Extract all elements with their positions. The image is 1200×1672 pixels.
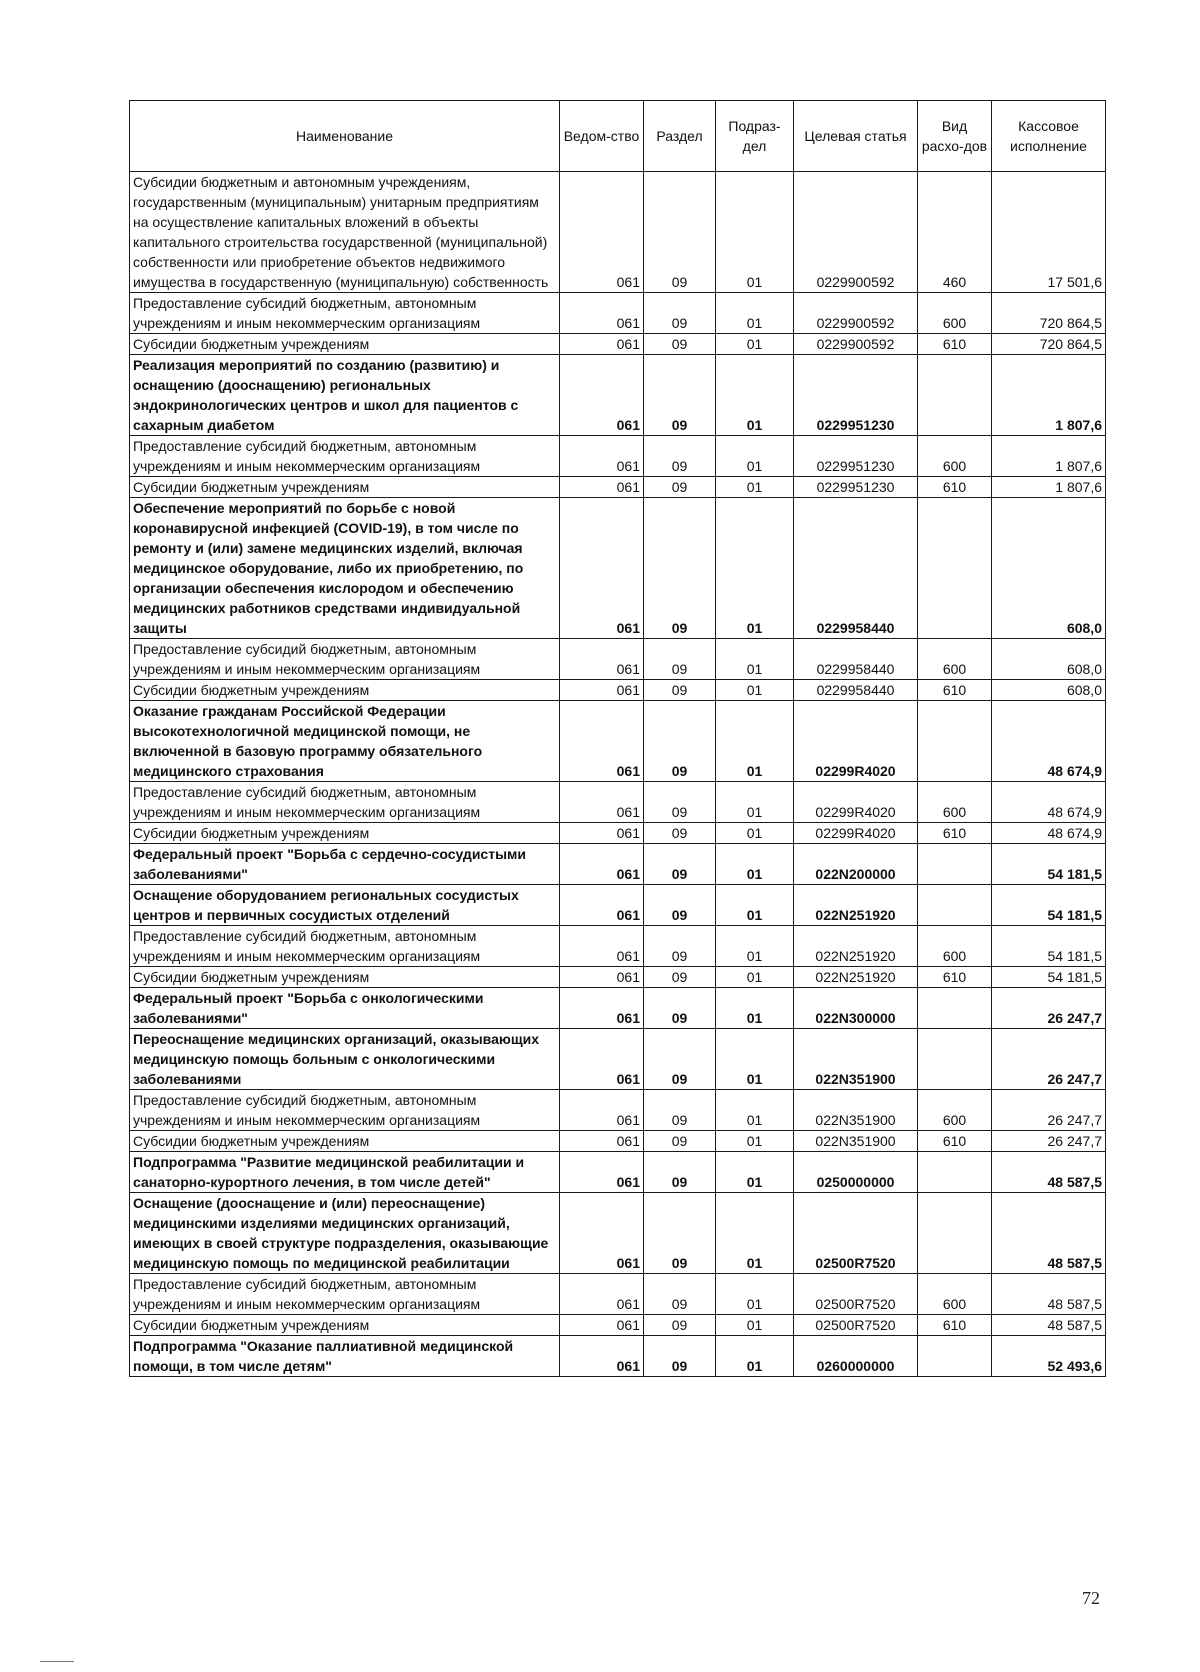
- cell-name: Субсидии бюджетным учреждениям: [130, 1315, 560, 1336]
- cell-kassovoe-ispolnenie: 608,0: [992, 639, 1106, 680]
- cell-celevaya-statya: 0229900592: [794, 293, 918, 334]
- cell-razdel: 09: [644, 844, 716, 885]
- cell-vid-rashodov: [918, 701, 992, 782]
- cell-kassovoe-ispolnenie: 54 181,5: [992, 885, 1106, 926]
- cell-kassovoe-ispolnenie: 26 247,7: [992, 1131, 1106, 1152]
- cell-celevaya-statya: 022N251920: [794, 926, 918, 967]
- cell-vedomstvo: 061: [560, 1029, 644, 1090]
- cell-razdel: 09: [644, 1090, 716, 1131]
- cell-kassovoe-ispolnenie: 720 864,5: [992, 293, 1106, 334]
- cell-celevaya-statya: 022N351900: [794, 1131, 918, 1152]
- cell-razdel: 09: [644, 926, 716, 967]
- header-vid-rashodov: Вид расхо-дов: [918, 101, 992, 172]
- cell-razdel: 09: [644, 823, 716, 844]
- header-razdel: Раздел: [644, 101, 716, 172]
- cell-vedomstvo: 061: [560, 1315, 644, 1336]
- cell-kassovoe-ispolnenie: 1 807,6: [992, 436, 1106, 477]
- cell-vedomstvo: 061: [560, 844, 644, 885]
- cell-vid-rashodov: [918, 1029, 992, 1090]
- cell-name: Предоставление субсидий бюджетным, автономным учреждениям и иным некоммерческим организациям: [130, 1274, 560, 1315]
- cell-name: Обеспечение мероприятий по борьбе с новой коронавирусной инфекцией (COVID-19), в том числе по ремонту и (или) замене медицинских изделий, включая медицинское оборудование, либо их приобретению, по организации обеспечения кислородом и обеспечению медицинских работников средствами индивидуальной защиты: [130, 498, 560, 639]
- cell-podrazdel: 01: [716, 1336, 794, 1377]
- cell-vedomstvo: 061: [560, 926, 644, 967]
- cell-razdel: 09: [644, 498, 716, 639]
- cell-kassovoe-ispolnenie: 26 247,7: [992, 1090, 1106, 1131]
- cell-name: Федеральный проект "Борьба с онкологическими заболеваниями": [130, 988, 560, 1029]
- cell-vedomstvo: 061: [560, 1336, 644, 1377]
- cell-vid-rashodov: 600: [918, 639, 992, 680]
- cell-name: Подпрограмма "Оказание паллиативной медицинской помощи, в том числе детям": [130, 1336, 560, 1377]
- cell-vid-rashodov: [918, 1152, 992, 1193]
- cell-vedomstvo: 061: [560, 436, 644, 477]
- cell-celevaya-statya: 0250000000: [794, 1152, 918, 1193]
- budget-table: [129, 100, 1106, 1377]
- cell-vedomstvo: 061: [560, 680, 644, 701]
- cell-name: Предоставление субсидий бюджетным, автономным учреждениям и иным некоммерческим организациям: [130, 1090, 560, 1131]
- cell-razdel: 09: [644, 701, 716, 782]
- cell-kassovoe-ispolnenie: 48 587,5: [992, 1315, 1106, 1336]
- cell-name: Предоставление субсидий бюджетным, автономным учреждениям и иным некоммерческим организациям: [130, 926, 560, 967]
- cell-name: Субсидии бюджетным учреждениям: [130, 334, 560, 355]
- cell-kassovoe-ispolnenie: 48 587,5: [992, 1152, 1106, 1193]
- cell-name: Субсидии бюджетным и автономным учреждениям, государственным (муниципальным) унитарным предприятиям на осуществление капитальных вложений в объекты капитального строительства государственной (муниципальной) собственности или приобретение объектов недвижимого имущества в государственную (муниципальную) собственность: [130, 172, 560, 293]
- cell-kassovoe-ispolnenie: 26 247,7: [992, 1029, 1106, 1090]
- document-sheet: [129, 100, 1105, 1377]
- cell-razdel: 09: [644, 477, 716, 498]
- cell-podrazdel: 01: [716, 1131, 794, 1152]
- cell-kassovoe-ispolnenie: 48 674,9: [992, 782, 1106, 823]
- cell-vid-rashodov: [918, 844, 992, 885]
- cell-razdel: 09: [644, 782, 716, 823]
- cell-razdel: 09: [644, 1315, 716, 1336]
- cell-celevaya-statya: 0229900592: [794, 334, 918, 355]
- cell-name: Субсидии бюджетным учреждениям: [130, 477, 560, 498]
- table-row: [130, 1274, 1106, 1315]
- cell-vid-rashodov: [918, 885, 992, 926]
- cell-celevaya-statya: 022N300000: [794, 988, 918, 1029]
- cell-vid-rashodov: [918, 988, 992, 1029]
- table-row: [130, 782, 1106, 823]
- table-row: [130, 967, 1106, 988]
- cell-vid-rashodov: 610: [918, 823, 992, 844]
- cell-name: Предоставление субсидий бюджетным, автономным учреждениям и иным некоммерческим организациям: [130, 436, 560, 477]
- cell-celevaya-statya: 02299R4020: [794, 782, 918, 823]
- cell-name: Субсидии бюджетным учреждениям: [130, 967, 560, 988]
- cell-name: Реализация мероприятий по созданию (развитию) и оснащению (дооснащению) региональных эндокринологических центров и школ для пациентов с сахарным диабетом: [130, 355, 560, 436]
- cell-vedomstvo: 061: [560, 639, 644, 680]
- table-row: [130, 988, 1106, 1029]
- cell-podrazdel: 01: [716, 355, 794, 436]
- cell-razdel: 09: [644, 680, 716, 701]
- cell-vedomstvo: 061: [560, 782, 644, 823]
- cell-vedomstvo: 061: [560, 355, 644, 436]
- table-row: [130, 1152, 1106, 1193]
- cell-vid-rashodov: 610: [918, 1315, 992, 1336]
- cell-vid-rashodov: 600: [918, 926, 992, 967]
- cell-podrazdel: 01: [716, 823, 794, 844]
- cell-vedomstvo: 061: [560, 967, 644, 988]
- cell-kassovoe-ispolnenie: 720 864,5: [992, 334, 1106, 355]
- cell-podrazdel: 01: [716, 498, 794, 639]
- cell-vedomstvo: 061: [560, 1090, 644, 1131]
- cell-vedomstvo: 061: [560, 1274, 644, 1315]
- table-body: [130, 172, 1106, 1377]
- cell-name: Субсидии бюджетным учреждениям: [130, 823, 560, 844]
- cell-vedomstvo: 061: [560, 172, 644, 293]
- cell-podrazdel: 01: [716, 1193, 794, 1274]
- cell-celevaya-statya: 02500R7520: [794, 1193, 918, 1274]
- cell-name: Предоставление субсидий бюджетным, автономным учреждениям и иным некоммерческим организациям: [130, 782, 560, 823]
- cell-kassovoe-ispolnenie: 54 181,5: [992, 926, 1106, 967]
- cell-name: Переоснащение медицинских организаций, оказывающих медицинскую помощь больным с онкологическими заболеваниями: [130, 1029, 560, 1090]
- cell-celevaya-statya: 0260000000: [794, 1336, 918, 1377]
- cell-podrazdel: 01: [716, 293, 794, 334]
- cell-celevaya-statya: 022N200000: [794, 844, 918, 885]
- table-row: [130, 844, 1106, 885]
- cell-kassovoe-ispolnenie: 608,0: [992, 498, 1106, 639]
- cell-vedomstvo: 061: [560, 1131, 644, 1152]
- cell-celevaya-statya: 022N351900: [794, 1029, 918, 1090]
- cell-name: Оснащение (дооснащение и (или) переоснащение) медицинскими изделиями медицинских организаций, имеющих в своей структуре подразделения, оказывающие медицинскую помощь по медицинской реабилитации: [130, 1193, 560, 1274]
- cell-kassovoe-ispolnenie: 48 674,9: [992, 823, 1106, 844]
- cell-razdel: 09: [644, 172, 716, 293]
- table-row: [130, 498, 1106, 639]
- cell-vid-rashodov: 610: [918, 680, 992, 701]
- cell-razdel: 09: [644, 639, 716, 680]
- table-row: [130, 436, 1106, 477]
- cell-podrazdel: 01: [716, 1274, 794, 1315]
- table-row: [130, 172, 1106, 293]
- cell-vid-rashodov: 600: [918, 293, 992, 334]
- table-row: [130, 477, 1106, 498]
- header-vedomstvo: Ведом-ство: [560, 101, 644, 172]
- cell-kassovoe-ispolnenie: 608,0: [992, 680, 1106, 701]
- cell-celevaya-statya: 0229958440: [794, 639, 918, 680]
- cell-vid-rashodov: 600: [918, 1274, 992, 1315]
- cell-name: Предоставление субсидий бюджетным, автономным учреждениям и иным некоммерческим организациям: [130, 293, 560, 334]
- table-header-row: [130, 101, 1106, 172]
- cell-razdel: 09: [644, 885, 716, 926]
- cell-name: Предоставление субсидий бюджетным, автономным учреждениям и иным некоммерческим организациям: [130, 639, 560, 680]
- cell-vid-rashodov: [918, 355, 992, 436]
- cell-vid-rashodov: 600: [918, 436, 992, 477]
- cell-razdel: 09: [644, 293, 716, 334]
- cell-razdel: 09: [644, 1131, 716, 1152]
- cell-celevaya-statya: 0229958440: [794, 498, 918, 639]
- cell-podrazdel: 01: [716, 680, 794, 701]
- cell-celevaya-statya: 02500R7520: [794, 1315, 918, 1336]
- cell-name: Подпрограмма "Развитие медицинской реабилитации и санаторно-курортного лечения, в том числе детей": [130, 1152, 560, 1193]
- cell-celevaya-statya: 0229958440: [794, 680, 918, 701]
- table-row: [130, 1193, 1106, 1274]
- header-name: Наименование: [130, 101, 560, 172]
- cell-kassovoe-ispolnenie: 1 807,6: [992, 477, 1106, 498]
- cell-podrazdel: 01: [716, 926, 794, 967]
- header-celevaya-statya: Целевая статья: [794, 101, 918, 172]
- cell-kassovoe-ispolnenie: 48 587,5: [992, 1274, 1106, 1315]
- page-number: 72: [1082, 1588, 1100, 1608]
- cell-razdel: 09: [644, 1029, 716, 1090]
- cell-vedomstvo: 061: [560, 1152, 644, 1193]
- cell-vedomstvo: 061: [560, 293, 644, 334]
- table-row: [130, 823, 1106, 844]
- cell-vid-rashodov: 610: [918, 477, 992, 498]
- cell-vedomstvo: 061: [560, 701, 644, 782]
- cell-razdel: 09: [644, 436, 716, 477]
- cell-razdel: 09: [644, 334, 716, 355]
- cell-vedomstvo: 061: [560, 498, 644, 639]
- cell-razdel: 09: [644, 1193, 716, 1274]
- cell-name: Оказание гражданам Российской Федерации высокотехнологичной медицинской помощи, не включенной в базовую программу обязательного медицинского страхования: [130, 701, 560, 782]
- table-row: [130, 1131, 1106, 1152]
- cell-podrazdel: 01: [716, 477, 794, 498]
- header-kassovoe-ispolnenie: Кассовое исполнение: [992, 101, 1106, 172]
- cell-razdel: 09: [644, 355, 716, 436]
- cell-name: Федеральный проект "Борьба с сердечно-сосудистыми заболеваниями": [130, 844, 560, 885]
- scan-mark: [40, 1661, 74, 1662]
- cell-vid-rashodov: 460: [918, 172, 992, 293]
- cell-celevaya-statya: 02299R4020: [794, 701, 918, 782]
- cell-vid-rashodov: [918, 1193, 992, 1274]
- cell-vid-rashodov: [918, 1336, 992, 1377]
- cell-celevaya-statya: 022N251920: [794, 885, 918, 926]
- header-podrazdel: Подраз-дел: [716, 101, 794, 172]
- cell-name: Субсидии бюджетным учреждениям: [130, 680, 560, 701]
- cell-vedomstvo: 061: [560, 988, 644, 1029]
- cell-name: Оснащение оборудованием региональных сосудистых центров и первичных сосудистых отделений: [130, 885, 560, 926]
- cell-celevaya-statya: 0229900592: [794, 172, 918, 293]
- table-row: [130, 1029, 1106, 1090]
- cell-kassovoe-ispolnenie: 26 247,7: [992, 988, 1106, 1029]
- cell-vedomstvo: 061: [560, 823, 644, 844]
- cell-celevaya-statya: 022N351900: [794, 1090, 918, 1131]
- cell-vid-rashodov: 600: [918, 1090, 992, 1131]
- cell-podrazdel: 01: [716, 436, 794, 477]
- cell-podrazdel: 01: [716, 701, 794, 782]
- cell-razdel: 09: [644, 1274, 716, 1315]
- cell-vedomstvo: 061: [560, 334, 644, 355]
- cell-kassovoe-ispolnenie: 17 501,6: [992, 172, 1106, 293]
- cell-razdel: 09: [644, 1152, 716, 1193]
- cell-vedomstvo: 061: [560, 477, 644, 498]
- table-row: [130, 1336, 1106, 1377]
- cell-podrazdel: 01: [716, 844, 794, 885]
- cell-podrazdel: 01: [716, 782, 794, 823]
- cell-podrazdel: 01: [716, 988, 794, 1029]
- table-row: [130, 355, 1106, 436]
- cell-vid-rashodov: 610: [918, 334, 992, 355]
- table-row: [130, 926, 1106, 967]
- cell-celevaya-statya: 02299R4020: [794, 823, 918, 844]
- cell-vedomstvo: 061: [560, 885, 644, 926]
- cell-razdel: 09: [644, 988, 716, 1029]
- table-row: [130, 334, 1106, 355]
- cell-kassovoe-ispolnenie: 48 674,9: [992, 701, 1106, 782]
- cell-celevaya-statya: 02500R7520: [794, 1274, 918, 1315]
- cell-podrazdel: 01: [716, 967, 794, 988]
- cell-kassovoe-ispolnenie: 54 181,5: [992, 967, 1106, 988]
- cell-celevaya-statya: 022N251920: [794, 967, 918, 988]
- table-row: [130, 639, 1106, 680]
- cell-podrazdel: 01: [716, 639, 794, 680]
- cell-vid-rashodov: 600: [918, 782, 992, 823]
- table-row: [130, 680, 1106, 701]
- table-row: [130, 885, 1106, 926]
- cell-kassovoe-ispolnenie: 52 493,6: [992, 1336, 1106, 1377]
- cell-celevaya-statya: 0229951230: [794, 355, 918, 436]
- cell-celevaya-statya: 0229951230: [794, 436, 918, 477]
- cell-kassovoe-ispolnenie: 1 807,6: [992, 355, 1106, 436]
- cell-razdel: 09: [644, 1336, 716, 1377]
- cell-podrazdel: 01: [716, 1029, 794, 1090]
- cell-celevaya-statya: 0229951230: [794, 477, 918, 498]
- table-row: [130, 293, 1106, 334]
- cell-vid-rashodov: 610: [918, 1131, 992, 1152]
- table-row: [130, 1315, 1106, 1336]
- table-row: [130, 1090, 1106, 1131]
- cell-vid-rashodov: [918, 498, 992, 639]
- table-row: [130, 701, 1106, 782]
- cell-podrazdel: 01: [716, 172, 794, 293]
- cell-vedomstvo: 061: [560, 1193, 644, 1274]
- cell-podrazdel: 01: [716, 885, 794, 926]
- cell-podrazdel: 01: [716, 1152, 794, 1193]
- cell-podrazdel: 01: [716, 1090, 794, 1131]
- cell-podrazdel: 01: [716, 1315, 794, 1336]
- cell-name: Субсидии бюджетным учреждениям: [130, 1131, 560, 1152]
- cell-kassovoe-ispolnenie: 48 587,5: [992, 1193, 1106, 1274]
- cell-razdel: 09: [644, 967, 716, 988]
- cell-kassovoe-ispolnenie: 54 181,5: [992, 844, 1106, 885]
- cell-podrazdel: 01: [716, 334, 794, 355]
- cell-vid-rashodov: 610: [918, 967, 992, 988]
